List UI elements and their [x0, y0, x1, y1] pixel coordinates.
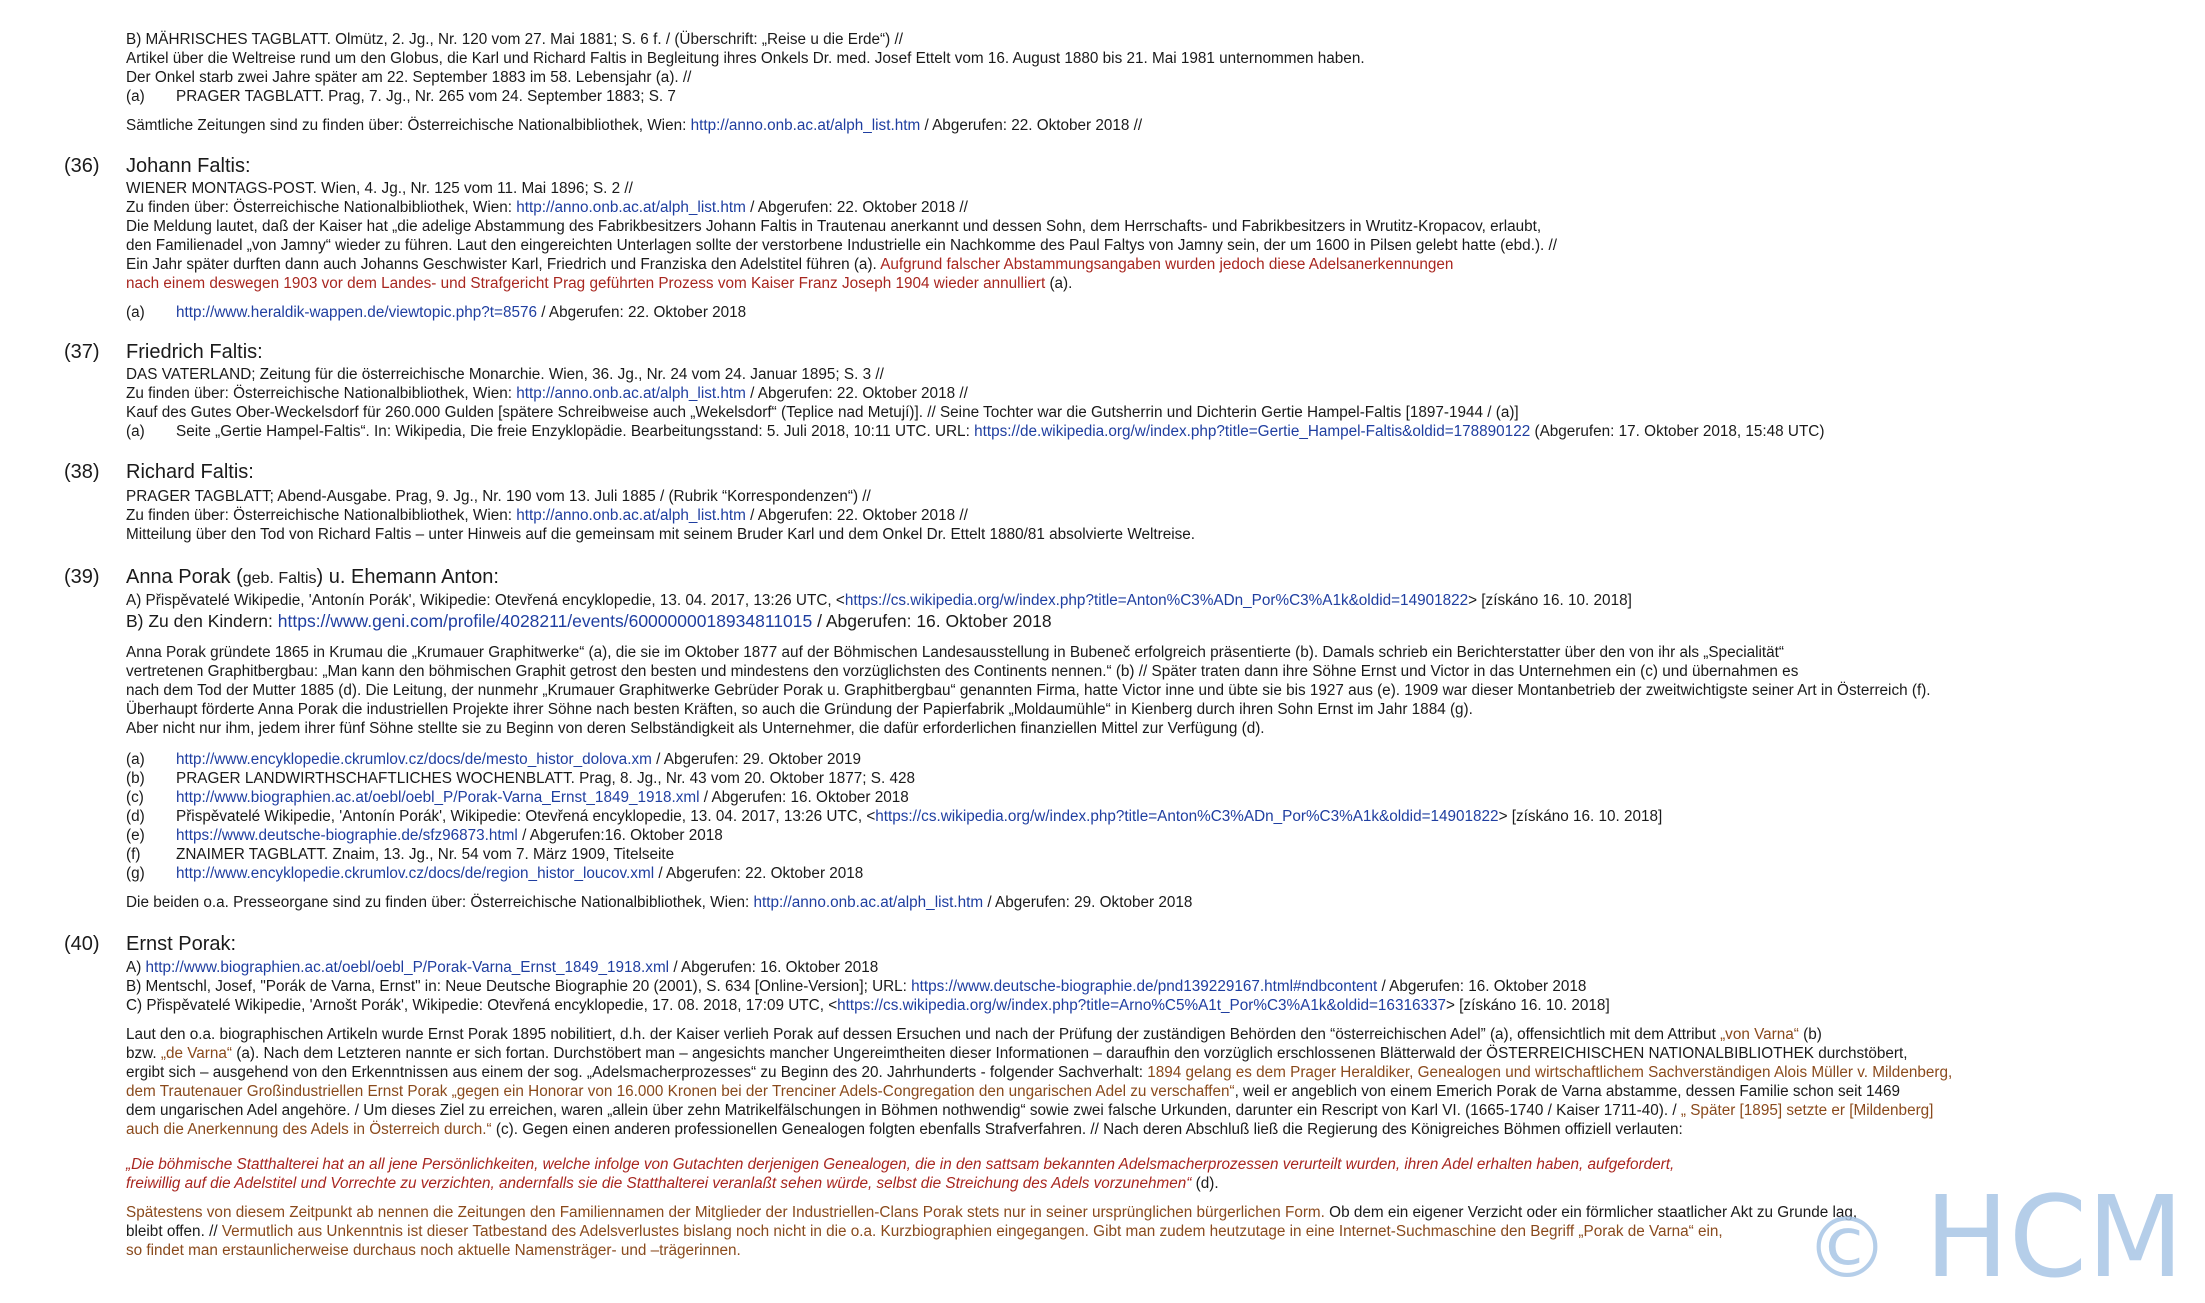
- archive-note: [126, 116, 1142, 135]
- text-span: (a). Nach dem Letzteren nannte er sich fortan. Durchstöbert man – angesichts mancher Ungereimtheiten dieser Informationen – daraufhin den vorzüglich erschlossenen Blätterwald der ÖSTERREICHISCHEN NATIONALBIBLIOTHEK durchstöbert,: [232, 1045, 1908, 1062]
- quote-text: „Die böhmische Statthalterei hat an all jene Persönlichkeiten, welche infolge von Gutachten derjenigen Genealogen, die in den sattsam bekannten Adelsmacherprozessen verurteilt wurden, ihren Adel erhalten haben, aufgefordert,: [126, 1156, 1675, 1173]
- reference-item: [126, 303, 746, 322]
- reference-link[interactable]: http://www.heraldik-wappen.de/viewtopic.php?t=8576: [176, 304, 537, 321]
- text-span: / Abgerufen: 16. Oktober 2018: [812, 611, 1052, 631]
- text-span: > [získáno 16. 10. 2018]: [1445, 997, 1610, 1014]
- text-span: / Abgerufen: 16. Oktober 2018: [1377, 978, 1587, 995]
- section-title: Richard Faltis:: [126, 461, 254, 483]
- section-title: Friedrich Faltis:: [126, 341, 263, 363]
- reference-item: [126, 845, 674, 864]
- onb-link[interactable]: http://anno.onb.ac.at/alph_list.htm: [690, 117, 921, 134]
- text-line: [126, 1063, 1952, 1082]
- reference-label: (g): [126, 865, 145, 882]
- reference-item: [126, 750, 861, 769]
- reference-label: (a): [126, 423, 145, 440]
- text-span: Die beiden o.a. Presseorgane sind zu finden über: Österreichische Nationalbibliothek, Wien:: [126, 894, 754, 911]
- text-line: vertretenen Graphitbergbau: „Man kann den böhmischen Graphit getrost den besten und mindestens den vorzüglichsten des Continents nennen.“ (b) // Später traten dann ihre Söhne Ernst und Victor in das Unternehmen ein (c) und übernahmen es: [126, 663, 1799, 680]
- wikipedia-link[interactable]: https://cs.wikipedia.org/w/index.php?title=Anton%C3%ADn_Por%C3%A1k&oldid=14901822: [844, 592, 1469, 609]
- text-span: bleibt offen. //: [126, 1223, 222, 1240]
- text-span: Zu finden über: Österreichische Nationalbibliothek, Wien:: [126, 199, 517, 216]
- text-line: PRAGER TAGBLATT; Abend-Ausgabe. Prag, 9. Jg., Nr. 190 vom 13. Juli 1885 / (Rubrik “Korrespondenzen“) //: [126, 488, 871, 505]
- highlight-text: „von Varna“: [1720, 1026, 1799, 1043]
- text-span: C) Přispěvatelé Wikipedie, 'Arnošt Porák', Wikipedie: Otevřená encyklopedie, 17. 08. 2018, 17:09 UTC, <: [126, 997, 838, 1014]
- reference-label: (f): [126, 846, 141, 863]
- text-span: A) Přispěvatelé Wikipedie, 'Antonín Porák', Wikipedie: Otevřená encyklopedie, 13. 04. 2017, 13:26 UTC, <: [126, 592, 845, 609]
- text-line: [126, 1101, 1933, 1120]
- text-line: Aber nicht nur ihm, jedem ihrer fünf Söhne stellte sie zu Beginn von deren Selbständigkeit als Unternehmer, die dafür erforderlichen finanziellen Mittel zur Verfügung (d).: [126, 720, 1265, 737]
- highlight-text: auch die Anerkennung des Adels in Österreich durch.“: [126, 1121, 492, 1138]
- text-line: Artikel über die Weltreise rund um den Globus, die Karl und Richard Faltis in Begleitung ihres Onkels Dr. med. Josef Ettelt vom 16. August 1880 bis 21. Mai 1981 unternommen haben.: [126, 50, 1365, 67]
- text-line: [126, 255, 1453, 274]
- reference-item: [126, 87, 676, 106]
- text-line: [126, 1241, 741, 1260]
- reference-label: (c): [126, 789, 144, 806]
- reference-label: (e): [126, 827, 145, 844]
- reference-link[interactable]: http://www.biographien.ac.at/oebl/oebl_P/Porak-Varna_Ernst_1849_1918.xml: [176, 789, 700, 806]
- text-span: > [získáno 16. 10. 2018]: [1468, 592, 1632, 609]
- reference-item: [126, 864, 863, 883]
- text-span: ergibt sich – ausgehend von den Erkenntnissen aus einem der sog. „Adelsmacherprozesses“ zu Beginn des 20. Jahrhunderts - folgender Sachverhalt:: [126, 1064, 1148, 1081]
- text-line: Die Meldung lautet, daß der Kaiser hat „die adelige Abstammung des Fabrikbesitzers Johann Faltis in Trautenau anerkannt und dessen Sohn, dem Herrschafts- und Fabrikbesitzers in Wrutitz-Kropacov, erlaubt,: [126, 218, 1542, 235]
- text-span: , weil er angeblich von einem Emerich Porak de Varna abstamme, dessen Familie schon seit 1469: [1234, 1083, 1901, 1100]
- quote-text: freiwillig auf die Adelstitel und Vorrechte zu verzichten, andernfalls sie die Statthalterei veranlaßt sehen würde, selbst die Streichung des Adels vorzunehmen“: [126, 1175, 1192, 1192]
- text-line: Kauf des Gutes Ober-Weckelsdorf für 260.000 Gulden [spätere Schreibweise auch „Wekelsdorf“ (Teplice nad Metují)]. // Seine Tochter war die Gutsherrin und Dichterin Gertie Hampel-Faltis [1897-1944 / (a)]: [126, 404, 1519, 421]
- onb-link[interactable]: http://anno.onb.ac.at/alph_list.htm: [516, 199, 746, 216]
- reference-label: (a): [126, 751, 145, 768]
- text-span: (b): [1798, 1026, 1822, 1043]
- text-span: / Abgerufen: 22. Oktober 2018 //: [745, 507, 968, 524]
- highlight-text: Vermutlich aus Unkenntnis ist dieser Tatbestand des Adelsverlustes bislang noch nicht in die o.a. Kurzbiographien eingegangen. Gibt man zudem heutzutage in eine Internet-Suchmaschine den Begriff „Porak de Varna“ ein,: [221, 1223, 1723, 1240]
- deutsche-biographie-link[interactable]: https://www.deutsche-biographie.de/pnd139229167.html#ndbcontent: [911, 978, 1378, 995]
- text-span: / Abgerufen: 22. Oktober 2018: [654, 865, 864, 882]
- reference-item: [126, 826, 723, 845]
- text-line: [126, 1120, 1683, 1139]
- highlight-text: „ Später [1895] setzte er [Mildenberg]: [1680, 1102, 1934, 1119]
- text-span: ) u. Ehemann Anton:: [316, 566, 499, 588]
- text-span: Ein Jahr später durften dann auch Johanns Geschwister Karl, Friedrich und Franziska den Adelstitel führen (a).: [126, 256, 881, 273]
- section-number: (38): [64, 461, 100, 483]
- text-span: Seite „Gertie Hampel-Faltis“. In: Wikipedia, Die freie Enzyklopädie. Bearbeitungsstand: 5. Juli 2018, 10:11 UTC. URL:: [176, 423, 975, 440]
- text-span: B) Zu den Kindern:: [126, 611, 278, 631]
- text-line: [126, 198, 968, 217]
- text-span: geb. Faltis: [242, 570, 317, 587]
- text-span: / Abgerufen: 29. Oktober 2019: [651, 751, 862, 768]
- text-span: / Abgerufen: 22. Oktober 2018 //: [920, 117, 1143, 134]
- section-number: (37): [64, 341, 100, 363]
- text-span: Ob dem ein eigener Verzicht oder ein förmlicher staatlicher Akt zu Grunde lag,: [1324, 1204, 1858, 1221]
- reference-label: (a): [126, 304, 145, 321]
- highlight-text: „de Varna“: [160, 1045, 232, 1062]
- text-span: / Abgerufen: 22. Oktober 2018 //: [745, 385, 968, 402]
- text-span: > [získáno 16. 10. 2018]: [1498, 808, 1663, 825]
- copyright-watermark: [1805, 1173, 2184, 1303]
- text-line: Überhaupt förderte Anna Porak die industriellen Projekte ihrer Söhne nach besten Kräften, so auch die Gründung der Papierfabrik „Moldaumühle“ in Kienberg durch ihren Sohn Ernst im Jahr 1884 (g).: [126, 701, 1473, 718]
- text-line: Der Onkel starb zwei Jahre später am 22. September 1883 im 58. Lebensjahr (a). //: [126, 69, 692, 86]
- text-span: Laut den o.a. biographischen Artikeln wurde Ernst Porak 1895 nobilitiert, d.h. der Kaiser verlieh Porak auf dessen Ersuchen und nach der Prüfung der zuständigen Behörden den “österreichischen Adel” (a), offensichtlich mit dem Attribut: [126, 1026, 1721, 1043]
- text-line: [126, 1222, 1723, 1241]
- onb-link[interactable]: http://anno.onb.ac.at/alph_list.htm: [516, 507, 746, 524]
- reference-text: PRAGER TAGBLATT. Prag, 7. Jg., Nr. 265 vom 24. September 1883; S. 7: [176, 88, 676, 105]
- text-span: / Abgerufen:16. Oktober 2018: [517, 827, 723, 844]
- text-span: Přispěvatelé Wikipedie, 'Antonín Porák', Wikipedie: Otevřená encyklopedie, 13. 04. 2017, 13:26 UTC, <: [176, 808, 876, 825]
- text-span: Anna Porak (: [126, 566, 243, 588]
- highlight-text: 1894 gelang es dem Prager Heraldiker, Genealogen und wirtschaftlichem Sachverständigen Alois Müller v. Mildenberg,: [1147, 1064, 1953, 1081]
- text-span: A): [126, 959, 146, 976]
- section-number: (40): [64, 933, 100, 955]
- text-line: B) MÄHRISCHES TAGBLATT. Olmütz, 2. Jg., Nr. 120 vom 27. Mai 1881; S. 6 f. / (Überschrift: „Reise u die Erde“) //: [126, 31, 903, 48]
- reference-link[interactable]: http://www.encyklopedie.ckrumlov.cz/docs/de/region_histor_loucov.xml: [176, 865, 655, 882]
- text-span: / Abgerufen: 16. Oktober 2018: [699, 789, 909, 806]
- text-span: ZNAIMER TAGBLATT. Znaim, 13. Jg., Nr. 54 vom 7. März 1909, Titelseite: [176, 846, 675, 863]
- text-line: [126, 591, 1632, 610]
- reference-item: [126, 788, 909, 807]
- onb-link[interactable]: http://anno.onb.ac.at/alph_list.htm: [516, 385, 746, 402]
- text-span: Zu finden über: Österreichische Nationalbibliothek, Wien:: [126, 385, 517, 402]
- text-span: / Abgerufen: 29. Oktober 2018: [983, 894, 1193, 911]
- biographien-link[interactable]: http://www.biographien.ac.at/oebl/oebl_P/Porak-Varna_Ernst_1849_1918.xml: [145, 959, 670, 976]
- highlight-text: Spätestens von diesem Zeitpunkt ab nennen die Zeitungen den Familiennamen der Mitglieder der Industriellen-Clans Porak stets nur in seiner ursprünglichen bürgerlichen Form.: [126, 1204, 1325, 1221]
- text-line: [126, 996, 1610, 1015]
- text-span: Zu finden über: Österreichische Nationalbibliothek, Wien:: [126, 507, 517, 524]
- text-line: DAS VATERLAND; Zeitung für die österreichische Monarchie. Wien, 36. Jg., Nr. 24 vom 24. Januar 1895; S. 3 //: [126, 366, 884, 383]
- copyright-icon: ©: [1805, 1199, 1889, 1297]
- section-title: Johann Faltis:: [126, 155, 251, 177]
- text-line: nach dem Tod der Mutter 1885 (d). Die Leitung, der nunmehr „Krumauer Graphitwerke Gebrüder Porak u. Graphitbergbau“ genannten Firma, hatte Victor inne und übte sie bis 1927 aus (e). 1909 war dieser Montanbetrieb der zweitwichtigste seiner Art in Österreich (f).: [126, 682, 1931, 699]
- text-span: dem ungarischen Adel angehöre. / Um dieses Ziel zu erreichen, waren „allein über zehn Matrikelfälschungen in Böhmen nothwendig“ sowie zwei falsche Urkunden, darunter ein Rescript von Karl VI. (1665-1740 / Kaiser 1711-40). /: [126, 1102, 1681, 1119]
- text-span: / Abgerufen: 22. Oktober 2018: [536, 304, 747, 321]
- highlight-text: Aufgrund falscher Abstammungsangaben wurden jedoch diese Adelsanerkennungen: [880, 256, 1454, 273]
- text-line: [126, 274, 1072, 293]
- reference-link[interactable]: https://cs.wikipedia.org/w/index.php?title=Anton%C3%ADn_Por%C3%A1k&oldid=14901822: [875, 808, 1499, 825]
- text-line: den Familienadel „von Jamny“ wieder zu führen. Laut den eingereichten Unterlagen sollte der verstorbene Industrielle ein Nachkomme des Paul Faltys von Jamny sein, der um 1600 in Pilsen gelebt hatte (ebd.). //: [126, 237, 1558, 254]
- text-line: Mitteilung über den Tod von Richard Faltis – unter Hinweis auf die gemeinsam mit seinem Bruder Karl und dem Onkel Dr. Ettelt 1880/81 absolvierte Weltreise.: [126, 526, 1196, 543]
- text-line: [126, 1082, 1900, 1101]
- text-line: Anna Porak gründete 1865 in Krumau die „Krumauer Graphitwerke“ (a), die sie im Oktober 1877 auf der Böhmischen Landesausstellung in Bubeneč erfolgreich präsentierte (b). Damals schrieb ein Berichterstatter über den von ihr als „Specialität“: [126, 644, 1785, 661]
- section-number: (39): [64, 566, 100, 588]
- reference-link[interactable]: https://www.deutsche-biographie.de/sfz96873.html: [176, 827, 518, 844]
- highlight-text: dem Trautenauer Großindustriellen Ernst Porak „gegen ein Honorar von 16.000 Kronen bei der Trenciner Adels-Congregation den ungarischen Adel zu verschaffen“: [126, 1083, 1235, 1100]
- text-span: (a).: [1045, 275, 1073, 292]
- text-line: [126, 506, 968, 525]
- highlight-text: nach einem deswegen 1903 vor dem Landes- und Strafgericht Prag geführten Prozess vom Kaiser Franz Joseph 1904 wieder annulliert: [126, 275, 1046, 292]
- text-line: WIENER MONTAGS-POST. Wien, 4. Jg., Nr. 125 vom 11. Mai 1896; S. 2 //: [126, 180, 633, 197]
- text-span: B) Mentschl, Josef, "Porák de Varna, Ernst" in: Neue Deutsche Biographie 20 (2001), S. 634 [Online-Version]; URL:: [126, 978, 912, 995]
- geni-link[interactable]: https://www.geni.com/profile/4028211/events/6000000018934811015: [277, 611, 813, 631]
- section-number: (36): [64, 155, 100, 177]
- text-span: / Abgerufen: 22. Oktober 2018 //: [745, 199, 968, 216]
- text-line: [126, 958, 878, 977]
- text-span: Sämtliche Zeitungen sind zu finden über: Österreichische Nationalbibliothek, Wien:: [126, 117, 691, 134]
- text-span: (d).: [1191, 1175, 1219, 1192]
- onb-link[interactable]: http://anno.onb.ac.at/alph_list.htm: [753, 894, 984, 911]
- text-line: [126, 1025, 1822, 1044]
- text-span: bzw.: [126, 1045, 161, 1062]
- text-line: [126, 384, 968, 403]
- text-span: (c). Gegen einen anderen professionellen Genealogen folgten ebenfalls Strafverfahren. // Nach deren Abschluß ließ die Regierung des Königreiches Böhmen offiziell verlauten:: [491, 1121, 1683, 1138]
- watermark-text: HCM: [1924, 1173, 2184, 1303]
- reference-label: (d): [126, 808, 145, 825]
- reference-label: (b): [126, 770, 145, 787]
- highlight-text: so findet man erstaunlicherweise durchaus noch aktuelle Namensträger- und –trägerinnen.: [126, 1242, 741, 1259]
- archive-note: [126, 893, 1192, 912]
- reference-label: (a): [126, 88, 145, 105]
- text-line: [126, 1203, 1857, 1222]
- text-span: / Abgerufen: 16. Oktober 2018: [669, 959, 879, 976]
- section-title: Ernst Porak:: [126, 933, 237, 955]
- text-line: [126, 977, 1586, 996]
- section-title: [126, 565, 499, 591]
- reference-item: [126, 807, 1662, 826]
- text-span: (Abgerufen: 17. Oktober 2018, 15:48 UTC): [1530, 423, 1825, 440]
- wikipedia-link[interactable]: https://cs.wikipedia.org/w/index.php?title=Arno%C5%A1t_Por%C3%A1k&oldid=16316337: [837, 997, 1446, 1014]
- quote-line: [126, 1174, 1219, 1193]
- text-span: PRAGER LANDWIRTHSCHAFTLICHES WOCHENBLATT. Prag, 8. Jg., Nr. 43 vom 20. Oktober 1877; S. 428: [176, 770, 916, 787]
- reference-item: [126, 422, 1824, 441]
- text-line: [126, 611, 1052, 632]
- text-line: [126, 1044, 1908, 1063]
- reference-link[interactable]: https://de.wikipedia.org/w/index.php?title=Gertie_Hampel-Faltis&oldid=178890122: [974, 423, 1531, 440]
- quote-line: [126, 1155, 1674, 1174]
- reference-item: [126, 769, 915, 788]
- reference-link[interactable]: http://www.encyklopedie.ckrumlov.cz/docs/de/mesto_histor_dolova.xm: [176, 751, 652, 768]
